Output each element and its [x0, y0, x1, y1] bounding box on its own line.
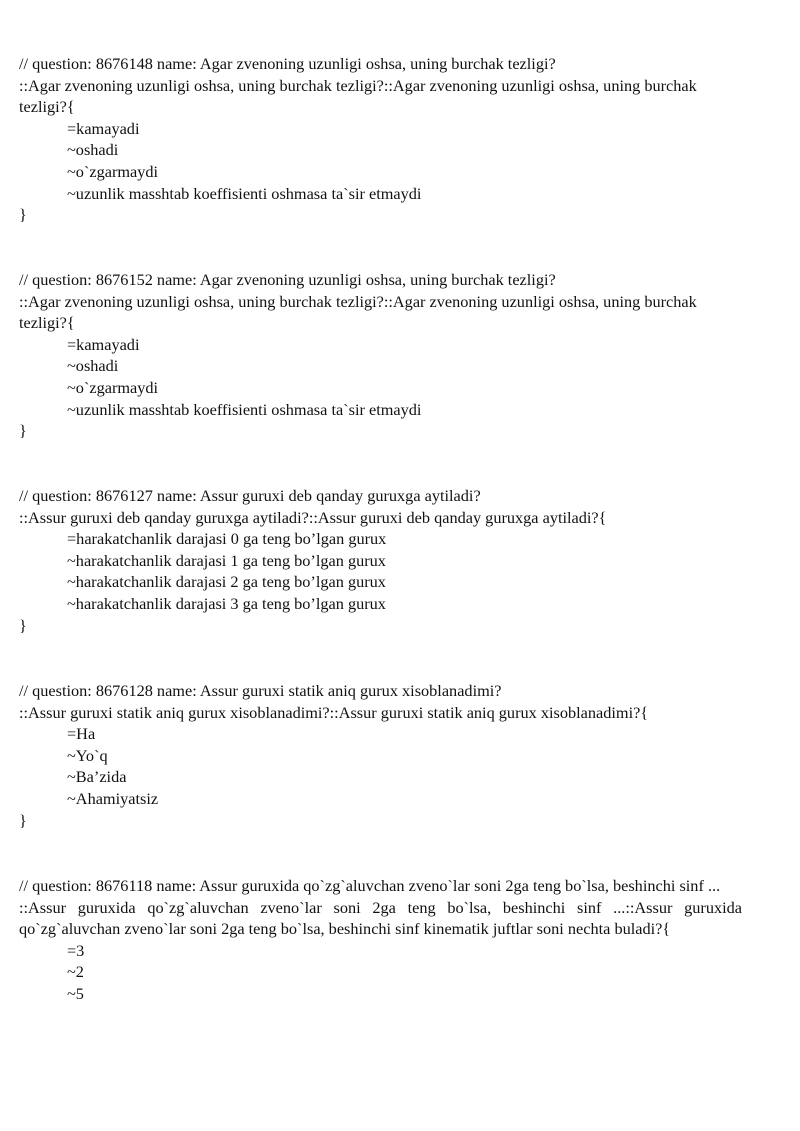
answer-option: =kamayadi	[67, 118, 140, 138]
question-block	[19, 53, 742, 226]
answer-option: ~harakatchanlik darajasi 2 ga teng bo’lgan gurux	[67, 572, 386, 592]
question-text: ::Agar zvenoning uzunligi oshsa, uning burchak tezligi?::Agar zvenoning uzunligi oshsa, uning burchak tezligi?{	[19, 75, 697, 117]
closing-brace: }	[19, 205, 27, 225]
answer-option: ~Yo`q	[67, 745, 108, 765]
answer-option: ~o`zgarmaydi	[67, 161, 159, 181]
answer-option: ~o`zgarmaydi	[67, 377, 159, 397]
closing-brace: }	[19, 615, 27, 635]
question-text: ::Assur guruxi deb qanday guruxga aytiladi?::Assur guruxi deb qanday guruxga aytiladi?{	[19, 507, 607, 527]
answer-option: ~oshadi	[67, 356, 119, 376]
answer-option: ~Ahamiyatsiz	[67, 788, 159, 808]
answer-option: ~oshadi	[67, 140, 119, 160]
question-header: // question: 8676128 name: Assur guruxi statik aniq gurux xisoblanadimi?	[19, 681, 502, 700]
question-text: ::Assur guruxi statik aniq gurux xisoblanadimi?::Assur guruxi statik aniq gurux xisoblanadimi?{	[19, 702, 649, 722]
question-block	[19, 680, 742, 831]
question-header: // question: 8676148 name: Agar zvenoning uzunligi oshsa, uning burchak tezligi?	[19, 54, 556, 73]
answer-option: =3	[67, 940, 85, 960]
question-text: ::Agar zvenoning uzunligi oshsa, uning burchak tezligi?::Agar zvenoning uzunligi oshsa, uning burchak tezligi?{	[19, 291, 697, 333]
closing-brace: }	[19, 421, 27, 441]
answer-option: ~5	[67, 983, 84, 1003]
answer-option: =kamayadi	[67, 334, 140, 354]
question-header: // question: 8676127 name: Assur guruxi deb qanday guruxga aytiladi?	[19, 486, 481, 505]
answer-option: =harakatchanlik darajasi 0 ga teng bo’lgan gurux	[67, 529, 387, 549]
answer-option: ~uzunlik masshtab koeffisienti oshmasa ta`sir etmaydi	[67, 183, 422, 203]
answer-option: ~harakatchanlik darajasi 3 ga teng bo’lgan gurux	[67, 593, 386, 613]
answer-option: ~harakatchanlik darajasi 1 ga teng bo’lgan gurux	[67, 550, 386, 570]
question-block	[19, 269, 742, 442]
question-block	[19, 875, 742, 1005]
question-text: ::Assur guruxida qo`zg`aluvchan zveno`lar soni 2ga teng bo`lsa, beshinchi sinf ...::Assur guruxida qo`zg`aluvchan zveno`lar soni 2ga teng bo`lsa, beshinchi sinf kinematik juftlar soni nechta buladi?{	[19, 897, 742, 939]
answer-option: ~Ba’zida	[67, 767, 127, 787]
answer-option: ~uzunlik masshtab koeffisienti oshmasa ta`sir etmaydi	[67, 399, 422, 419]
closing-brace: }	[19, 810, 27, 830]
question-header: // question: 8676118 name: Assur guruxida qo`zg`aluvchan zveno`lar soni 2ga teng bo`lsa, beshinchi sinf ...	[19, 876, 721, 895]
answer-option: ~2	[67, 962, 84, 982]
question-block	[19, 485, 742, 636]
question-header: // question: 8676152 name: Agar zvenoning uzunligi oshsa, uning burchak tezligi?	[19, 270, 556, 289]
answer-option: =Ha	[67, 724, 96, 744]
